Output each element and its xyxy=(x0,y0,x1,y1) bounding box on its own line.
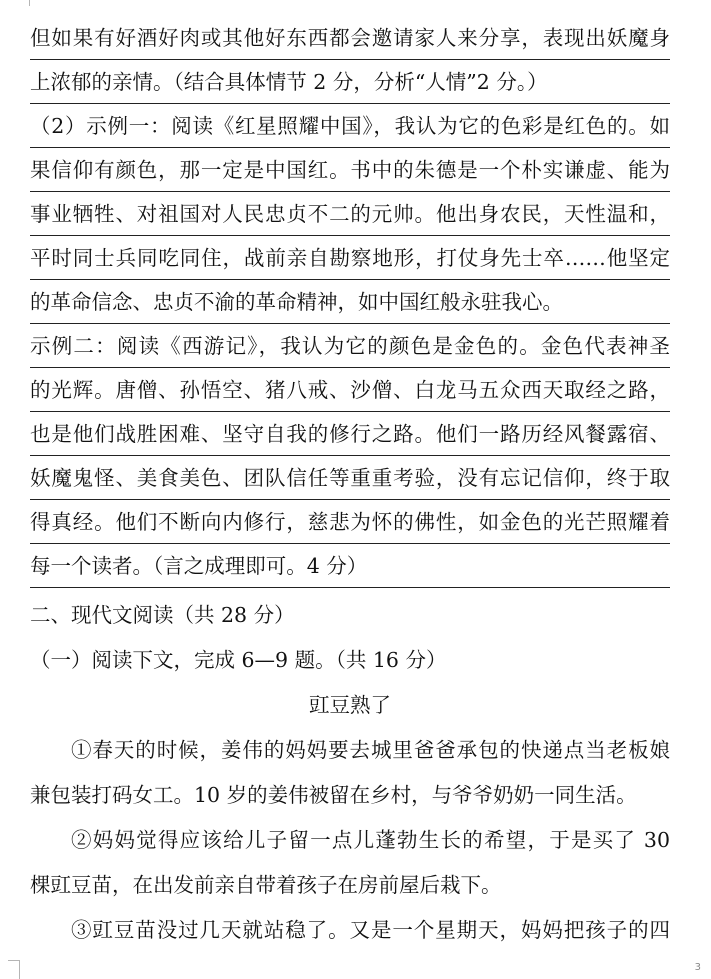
subsection-heading: （一）阅读下文，完成 6—9 题。（共 16 分） xyxy=(30,648,447,672)
answer-line-5: 事业牺牲、对祖国对人民忠贞不二的元帅。他出身农民，天性温和， xyxy=(30,192,670,236)
answer-line-9: 的光辉。唐僧、孙悟空、猪八戒、沙僧、白龙马五众西天取经之路， xyxy=(30,368,670,412)
answer-line-6: 平时同士兵同吃同住，战前亲自勘察地形，打仗身先士卒……他坚定 xyxy=(30,236,670,280)
answer-line-1: 但如果有好酒好肉或其他好东西都会邀请家人来分享，表现出妖魔身 xyxy=(30,16,670,60)
answer-line-4: 果信仰有颜色，那一定是中国红。书中的朱德是一个朴实谦虚、能为 xyxy=(30,148,670,192)
paragraph-3-line-1: ③豇豆苗没过几天就站稳了。又是一个星期天，妈妈把孩子的四 xyxy=(71,918,670,942)
answer-line-13: 每一个读者。（言之成理即可。4 分） xyxy=(30,544,670,588)
answer-line-11: 妖魔鬼怪、美食美色、团队信任等重重考验，没有忘记信仰，终于取 xyxy=(30,456,670,500)
crop-mark-bottom-left-vertical xyxy=(19,960,20,979)
paragraph-2-line-1: ②妈妈觉得应该给儿子留一点儿蓬勃生长的希望，于是买了 30 xyxy=(71,828,670,852)
crop-mark-top-left xyxy=(19,0,30,6)
page-number: 3 xyxy=(694,962,701,973)
answer-line-12: 得真经。他们不断向内修行，慈悲为怀的佛性，如金色的光芒照耀着 xyxy=(30,500,670,544)
answer-line-10: 也是他们战胜困难、坚守自我的修行之路。他们一路历经风餐露宿、 xyxy=(30,412,670,456)
paragraph-1-line-2: 兼包装打码女工。10 岁的姜伟被留在乡村，与爷爷奶奶一同生活。 xyxy=(30,783,637,807)
answer-line-3: （2）示例一：阅读《红星照耀中国》，我认为它的色彩是红色的。如 xyxy=(30,104,670,148)
answer-line-8: 示例二：阅读《西游记》，我认为它的颜色是金色的。金色代表神圣 xyxy=(30,324,670,368)
article-title: 豇豆熟了 xyxy=(309,693,391,717)
answer-line-2: 上浓郁的亲情。（结合具体情节 2 分，分析“人情”2 分。） xyxy=(30,60,670,104)
answer-line-7: 的革命信念、忠贞不渝的革命精神，如中国红般永驻我心。 xyxy=(30,280,670,324)
paragraph-2-line-2: 棵豇豆苗，在出发前亲自带着孩子在房前屋后栽下。 xyxy=(30,873,502,897)
section-heading: 二、现代文阅读（共 28 分） xyxy=(30,603,295,627)
paragraph-1-line-1: ①春天的时候，姜伟的妈妈要去城里爸爸承包的快递点当老板娘 xyxy=(71,738,670,762)
crop-mark-bottom-left-horizontal xyxy=(8,960,19,961)
